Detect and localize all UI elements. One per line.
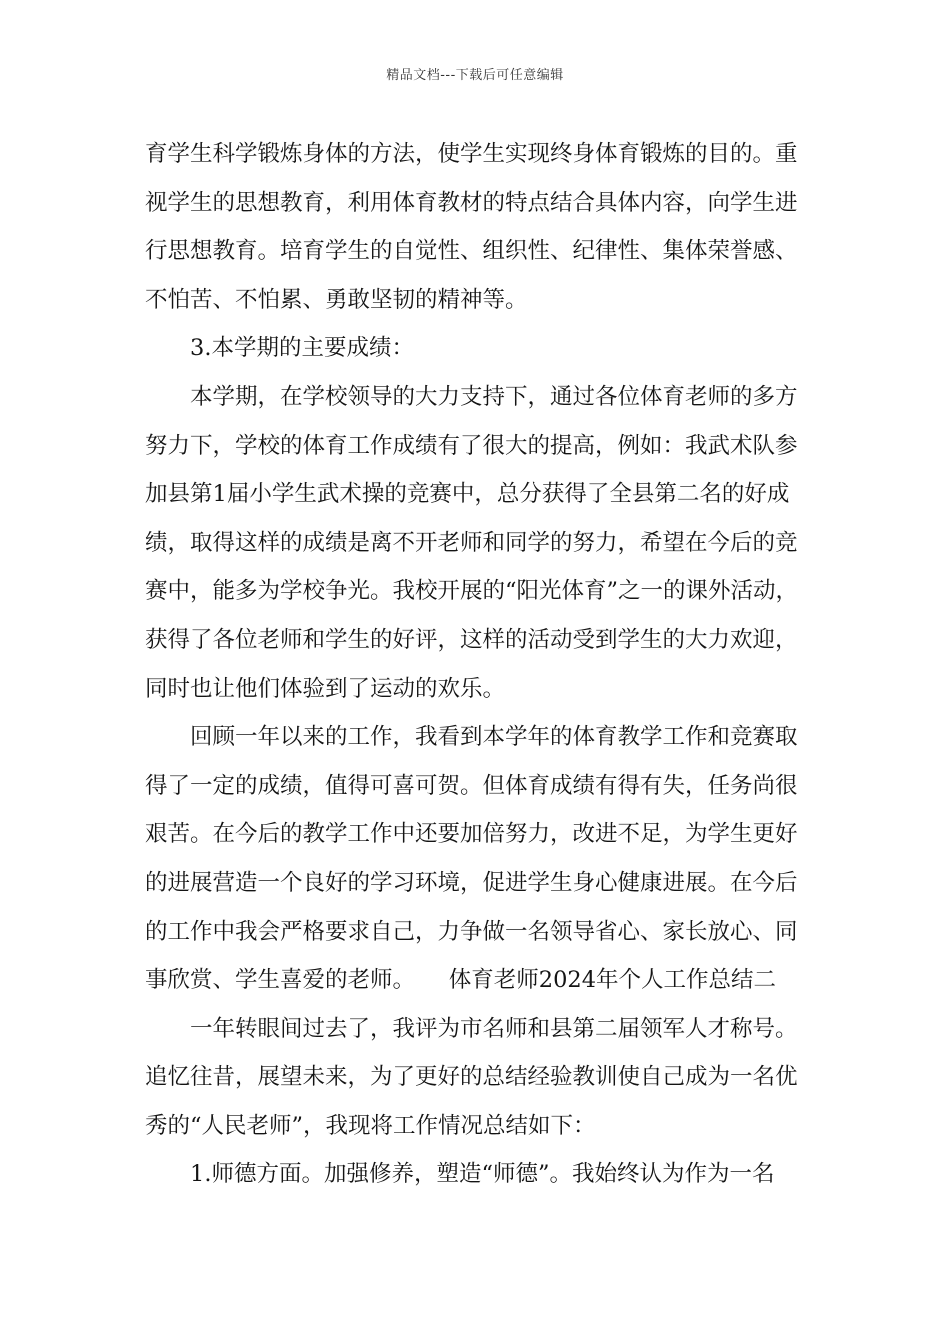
- text-line: 努力下，学校的体育工作成绩有了很大的提高，例如：我武术队参: [145, 432, 798, 459]
- text-line: 行思想教育。培育学生的自觉性、组织性、纪律性、集体荣誉感、: [145, 238, 798, 265]
- text-line: 事欣赏、学生喜爱的老师。 体育老师2024年个人工作总结二: [145, 967, 777, 994]
- section-heading: 1.师德方面。加强修养，塑造“师德”。我始终认为作为一名: [190, 1161, 775, 1188]
- text-line: 回顾一年以来的工作，我看到本学年的体育教学工作和竞赛取: [190, 724, 798, 751]
- text-line: 加县第1届小学生武术操的竞赛中，总分获得了全县第二名的好成: [145, 481, 790, 508]
- text-line: 同时也让他们体验到了运动的欢乐。: [145, 675, 506, 702]
- text-line: 的进展营造一个良好的学习环境，促进学生身心健康进展。在今后: [145, 869, 798, 896]
- text-line: 本学期，在学校领导的大力支持下，通过各位体育老师的多方: [190, 383, 798, 410]
- text-line: 赛中，能多为学校争光。我校开展的“阳光体育”之一的课外活动，: [145, 578, 799, 605]
- document-body: [145, 130, 815, 1199]
- text-line: 艰苦。在今后的教学工作中还要加倍努力，改进不足，为学生更好: [145, 821, 798, 848]
- text-line: 的工作中我会严格要求自己，力争做一名领导省心、家长放心、同: [145, 918, 798, 945]
- text-line: 追忆往昔，展望未来，为了更好的总结经验教训使自己成为一名优: [145, 1064, 798, 1091]
- text-line: 一年转眼间过去了，我评为市名师和县第二届领军人才称号。: [190, 1015, 798, 1042]
- section-heading: 3.本学期的主要成绩：: [190, 335, 414, 362]
- text-line: 育学生科学锻炼身体的方法，使学生实现终身体育锻炼的目的。重: [145, 141, 798, 167]
- text-line: 绩，取得这样的成绩是离不开老师和同学的努力，希望在今后的竞: [145, 529, 798, 556]
- page-header: 精品文档---下载后可任意编辑: [386, 68, 564, 83]
- text-line: 得了一定的成绩，值得可喜可贺。但体育成绩有得有失，任务尚很: [145, 772, 798, 799]
- text-line: 视学生的思想教育，利用体育教材的特点结合具体内容，向学生进: [145, 189, 798, 216]
- text-line: 不怕苦、不怕累、勇敢坚韧的精神等。: [145, 286, 528, 313]
- text-line: 秀的“人民老师”，我现将工作情况总结如下：: [145, 1112, 596, 1139]
- text-line: 获得了各位老师和学生的好评，这样的活动受到学生的大力欢迎，: [145, 626, 798, 653]
